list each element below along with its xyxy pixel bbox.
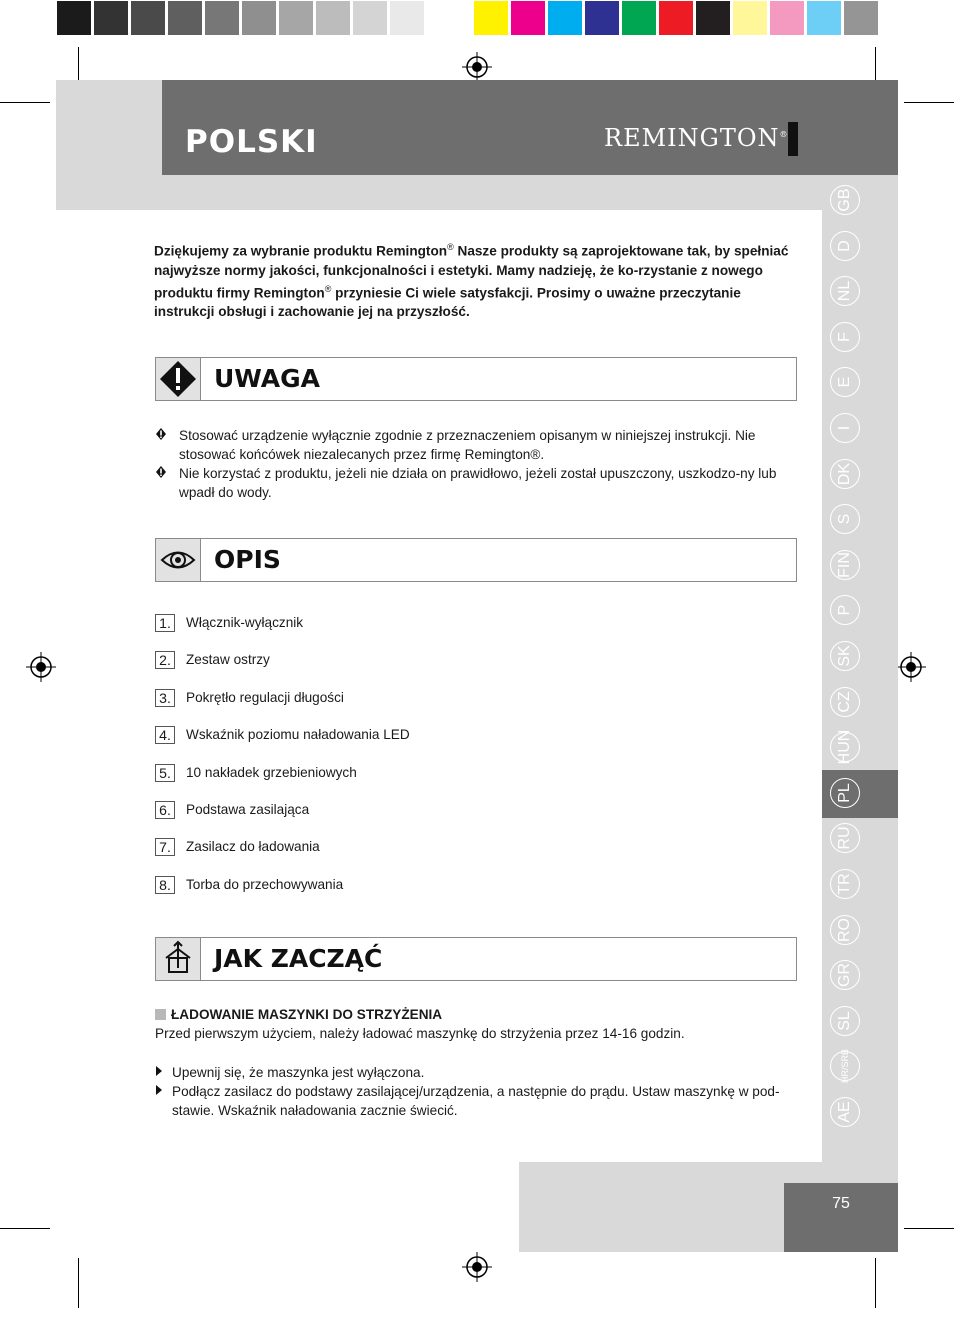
diamond-bullet-icon xyxy=(155,427,169,447)
item-label: 10 nakładek grzebieniowych xyxy=(186,765,357,780)
grayscale-swatch xyxy=(352,0,388,36)
grayscale-swatch xyxy=(204,0,240,36)
grayscale-swatch xyxy=(130,0,166,36)
color-swatch xyxy=(732,0,768,36)
item-label: Włącznik-wyłącznik xyxy=(186,615,304,630)
language-tab-d[interactable] xyxy=(830,231,860,261)
unbox-icon xyxy=(156,938,201,980)
language-tab-s[interactable] xyxy=(830,504,860,534)
registration-mark-icon xyxy=(26,652,56,682)
color-swatch xyxy=(473,0,509,36)
item-number: 3. xyxy=(155,689,175,707)
language-tab-label: SK xyxy=(836,645,853,667)
page-title: POLSKI xyxy=(185,124,318,160)
language-tab-ro[interactable] xyxy=(830,915,860,945)
item-label: Zestaw ostrzy xyxy=(186,652,270,667)
color-swatch xyxy=(806,0,842,36)
item-number: 5. xyxy=(155,764,175,782)
grayscale-swatches xyxy=(56,0,463,38)
section-warning-header xyxy=(155,357,797,401)
language-tab-sk[interactable] xyxy=(830,641,860,671)
item-number: 2. xyxy=(155,651,175,669)
language-tab-label: AE xyxy=(836,1101,853,1123)
language-tab-sl[interactable] xyxy=(830,1006,860,1036)
item-number: 4. xyxy=(155,726,175,744)
color-swatch xyxy=(584,0,620,36)
section-getting-started-header xyxy=(155,937,797,981)
language-tab-ru[interactable] xyxy=(830,823,860,853)
language-tab-cz[interactable] xyxy=(830,687,860,717)
registration-mark-icon xyxy=(462,52,492,82)
item-label: Wskaźnik poziomu naładowania LED xyxy=(186,727,410,742)
item-number: 1. xyxy=(155,614,175,632)
language-tab-label: DK xyxy=(836,462,853,486)
grayscale-swatch xyxy=(167,0,203,36)
language-tab-label: TR xyxy=(836,873,853,895)
brand-mark xyxy=(788,122,798,156)
triangle-bullet-icon xyxy=(155,1083,169,1102)
color-swatch xyxy=(547,0,583,36)
diamond-bullet-icon xyxy=(155,465,169,485)
grayscale-swatch xyxy=(426,0,462,36)
list-item: Podłącz zasilacz do podstawy zasilającej/urządzenia, a następnie do prądu. Ustaw maszynkę w pod-stawie. Wskaźnik naładowania zacznie świecić. xyxy=(155,1082,800,1120)
language-tab-label: CZ xyxy=(836,691,853,713)
language-tab-label: HUN xyxy=(836,729,853,765)
section-title: OPIS xyxy=(214,545,281,574)
registration-mark-icon xyxy=(896,652,926,682)
language-tab-label: F xyxy=(836,332,853,342)
language-tab-label: E xyxy=(836,376,853,388)
section-title: UWAGA xyxy=(214,364,320,393)
square-bullet-icon xyxy=(155,1009,166,1020)
color-swatch xyxy=(769,0,805,36)
list-item: Upewnij się, że maszynka jest wyłączona. xyxy=(155,1063,800,1082)
language-tab-dk[interactable] xyxy=(830,459,860,489)
language-tab-f[interactable] xyxy=(830,322,860,352)
list-item: Stosować urządzenie wyłącznie zgodnie z przeznaczeniem opisanym w niniejszej instrukcji. Nie stosować końcówek niezalecanych przez firmę Remington®. xyxy=(155,426,800,464)
language-tab-label: HR/SRB xyxy=(840,1048,850,1084)
registration-mark-icon xyxy=(462,1252,492,1282)
language-tab-i[interactable] xyxy=(830,413,860,443)
grayscale-swatch xyxy=(56,0,92,36)
item-number: 7. xyxy=(155,838,175,856)
page-number: 75 xyxy=(832,1195,850,1212)
item-label: Podstawa zasilająca xyxy=(186,802,310,817)
language-tab-label: I xyxy=(836,425,853,431)
language-tab-e[interactable] xyxy=(830,367,860,397)
charging-steps xyxy=(155,1063,800,1120)
item-label: Pokrętło regulacji długości xyxy=(186,690,344,705)
charging-subheading: ŁADOWANIE MASZYNKI DO STRZYŻENIA xyxy=(155,1007,442,1022)
language-tab-label: SL xyxy=(836,1011,853,1031)
warning-icon xyxy=(156,358,201,400)
color-swatch xyxy=(695,0,731,36)
grayscale-swatch xyxy=(389,0,425,36)
color-swatch xyxy=(658,0,694,36)
charging-lead-text: Przed pierwszym użyciem, należy ładować maszynkę do strzyżenia przez 14-16 godzin. xyxy=(155,1026,685,1041)
color-swatch xyxy=(510,0,546,36)
language-tab-label: FIN xyxy=(836,552,853,578)
item-label: Zasilacz do ładowania xyxy=(186,839,320,854)
section-description-header xyxy=(155,538,797,582)
item-number: 6. xyxy=(155,801,175,819)
language-tab-label: P xyxy=(836,604,853,616)
grayscale-swatch xyxy=(315,0,351,36)
language-tab-gb[interactable] xyxy=(830,185,860,215)
grayscale-swatch xyxy=(278,0,314,36)
language-tab-label: D xyxy=(836,240,853,252)
color-swatches xyxy=(473,0,880,38)
grayscale-swatch xyxy=(241,0,277,36)
language-tab-nl[interactable] xyxy=(830,276,860,306)
language-tab-label: GB xyxy=(836,188,853,212)
eye-icon xyxy=(156,539,201,581)
section-title: JAK ZACZĄĆ xyxy=(214,944,383,973)
language-tab-gr[interactable] xyxy=(830,960,860,990)
color-calibration-bar xyxy=(56,0,880,38)
language-tab-tr[interactable] xyxy=(830,869,860,899)
item-number: 8. xyxy=(155,876,175,894)
language-tab-label: RO xyxy=(836,918,853,942)
language-tab-p[interactable] xyxy=(830,595,860,625)
page-number-box xyxy=(784,1183,898,1252)
language-tab-label: S xyxy=(836,513,853,525)
language-tab-hr-srb[interactable] xyxy=(830,1048,860,1084)
list-item: Nie korzystać z produktu, jeżeli nie działa on prawidłowo, jeżeli został upuszczony, uszkodzo-ny lub wpadł do wody. xyxy=(155,464,800,502)
color-swatch xyxy=(621,0,657,36)
language-tab-hun[interactable] xyxy=(830,729,860,765)
language-tab-label: NL xyxy=(836,280,853,302)
color-swatch xyxy=(843,0,879,36)
language-tab-label: PL xyxy=(836,783,853,803)
brand-logo: REMINGTON® xyxy=(604,124,789,152)
language-tab-pl[interactable] xyxy=(830,778,860,808)
triangle-bullet-icon xyxy=(155,1064,169,1083)
language-tab-ae[interactable] xyxy=(830,1097,860,1127)
item-label: Torba do przechowywania xyxy=(186,877,344,892)
grayscale-swatch xyxy=(93,0,129,36)
warning-list xyxy=(155,426,800,502)
language-tab-label: RU xyxy=(836,826,853,850)
intro-paragraph: Dziękujemy za wybranie produktu Remington® Nasze produkty są zaprojektowane tak, by spełniać najwyższe normy jakości, funkcjonalności i estetyki. Mamy nadzieję, że ko-rzystanie z nowego produktu firmy Remington® przyniesie Ci wiele satysfakcji. Prosimy o uważne przeczytanie instrukcji obsługi i zachowanie jej na przyszłość. xyxy=(154,242,789,320)
language-tab-label: GR xyxy=(836,963,853,987)
language-tab-fin[interactable] xyxy=(830,550,860,580)
